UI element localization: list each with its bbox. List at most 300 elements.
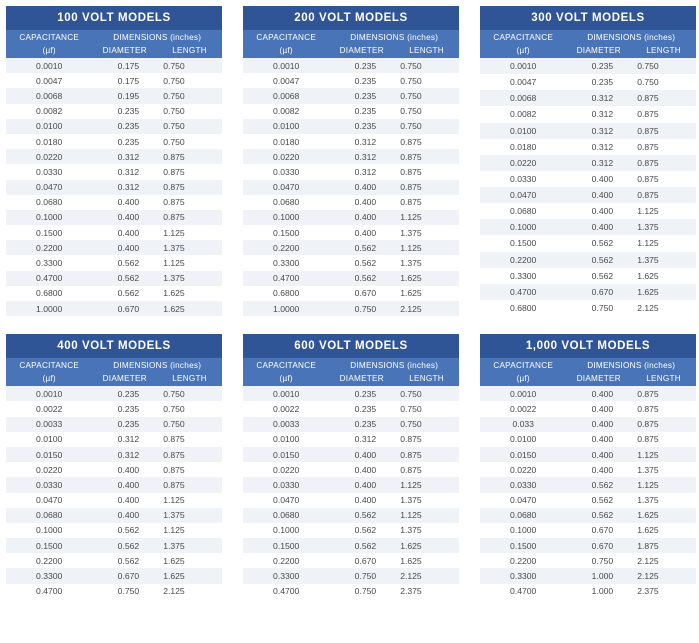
cell-length: 1.125 bbox=[400, 212, 422, 223]
cell-diameter: 0.235 bbox=[354, 106, 377, 117]
cell-diameter: 0.235 bbox=[117, 106, 140, 117]
cell-capacitance: 0.0068 bbox=[36, 90, 63, 101]
table-row bbox=[6, 180, 222, 195]
cell-capacitance: 0.1000 bbox=[273, 525, 300, 536]
cell-length: 1.625 bbox=[163, 303, 185, 314]
cell-diameter: 0.400 bbox=[591, 403, 614, 414]
cell-capacitance: 0.0150 bbox=[510, 449, 537, 460]
cell-diameter: 0.562 bbox=[591, 238, 614, 249]
cell-length: 1.375 bbox=[637, 222, 659, 233]
cell-capacitance: 0.2200 bbox=[273, 242, 300, 253]
table-row bbox=[6, 255, 222, 270]
table-head bbox=[480, 30, 696, 58]
cell-length: 0.750 bbox=[163, 106, 185, 117]
cell-diameter: 0.750 bbox=[117, 586, 140, 597]
cell-capacitance: 0.0330 bbox=[273, 479, 300, 490]
cell-capacitance: 0.0010 bbox=[36, 388, 63, 399]
cell-diameter: 0.562 bbox=[591, 254, 614, 265]
cell-capacitance: 0.0220 bbox=[273, 151, 300, 162]
cell-length: 0.875 bbox=[637, 157, 659, 168]
cell-diameter: 0.562 bbox=[354, 510, 377, 521]
table-row bbox=[480, 74, 696, 90]
cell-capacitance: 0.0033 bbox=[36, 419, 63, 430]
cell-diameter: 0.235 bbox=[117, 136, 140, 147]
cell-length: 0.875 bbox=[400, 464, 422, 475]
column-header-capacitance: CAPACITANCE bbox=[6, 30, 92, 45]
cell-diameter: 0.235 bbox=[117, 121, 140, 132]
cell-diameter: 0.312 bbox=[591, 157, 614, 168]
cell-length: 0.875 bbox=[163, 197, 185, 208]
cell-diameter: 0.312 bbox=[591, 141, 614, 152]
header-row-secondary bbox=[480, 373, 696, 386]
cell-diameter: 0.400 bbox=[117, 510, 140, 521]
table-row bbox=[6, 164, 222, 179]
cell-diameter: 0.400 bbox=[591, 449, 614, 460]
table-body bbox=[243, 58, 459, 316]
cell-length: 1.375 bbox=[400, 227, 422, 238]
table-row bbox=[243, 134, 459, 149]
cell-length: 0.750 bbox=[163, 388, 185, 399]
cell-capacitance: 0.4700 bbox=[510, 586, 537, 597]
cell-length: 1.375 bbox=[400, 495, 422, 506]
table-row bbox=[6, 553, 222, 568]
cell-diameter: 0.235 bbox=[591, 61, 614, 72]
cell-capacitance: 0.4700 bbox=[273, 273, 300, 284]
cell-capacitance: 0.2200 bbox=[510, 254, 537, 265]
column-header-capacitance: CAPACITANCE bbox=[6, 358, 92, 373]
column-header-diameter: DIAMETER bbox=[92, 45, 157, 58]
cell-diameter: 0.750 bbox=[591, 555, 614, 566]
table-row bbox=[480, 155, 696, 171]
cell-capacitance: 0.0330 bbox=[273, 166, 300, 177]
cell-capacitance: 0.0220 bbox=[36, 464, 63, 475]
cell-length: 1.625 bbox=[400, 288, 422, 299]
cell-capacitance: 0.4700 bbox=[36, 273, 63, 284]
cell-diameter: 0.312 bbox=[117, 182, 140, 193]
table-row bbox=[480, 568, 696, 583]
cell-length: 1.625 bbox=[163, 571, 185, 582]
table-row bbox=[243, 386, 459, 401]
cell-length: 2.125 bbox=[400, 303, 422, 314]
table-row bbox=[243, 432, 459, 447]
table-row bbox=[6, 386, 222, 401]
cell-diameter: 0.400 bbox=[354, 449, 377, 460]
cell-capacitance: 0.0680 bbox=[273, 510, 300, 521]
cell-length: 2.125 bbox=[637, 303, 659, 314]
cell-diameter: 0.670 bbox=[591, 525, 614, 536]
cell-capacitance: 0.0680 bbox=[36, 197, 63, 208]
cell-capacitance: 0.6800 bbox=[36, 288, 63, 299]
cell-capacitance: 0.0680 bbox=[36, 510, 63, 521]
cell-length: 1.125 bbox=[163, 525, 185, 536]
table-row bbox=[480, 58, 696, 74]
cell-capacitance: 0.3300 bbox=[36, 571, 63, 582]
cell-diameter: 1.000 bbox=[591, 571, 614, 582]
cell-length: 0.875 bbox=[163, 166, 185, 177]
cell-length: 0.875 bbox=[637, 403, 659, 414]
cell-length: 0.750 bbox=[400, 121, 422, 132]
cell-capacitance: 0.0150 bbox=[36, 449, 63, 460]
cell-diameter: 0.235 bbox=[117, 388, 140, 399]
cell-capacitance: 0.0330 bbox=[510, 479, 537, 490]
spec-table-600v bbox=[243, 334, 459, 599]
cell-capacitance: 0.0068 bbox=[510, 93, 537, 104]
table-row bbox=[243, 149, 459, 164]
table-row bbox=[480, 477, 696, 492]
table-title: 600 VOLT MODELS bbox=[243, 334, 459, 358]
cell-capacitance: 0.6800 bbox=[510, 303, 537, 314]
cell-diameter: 0.562 bbox=[591, 479, 614, 490]
cell-length: 1.375 bbox=[163, 273, 185, 284]
column-header-dimensions: DIMENSIONS (inches) bbox=[92, 358, 222, 373]
header-row-secondary bbox=[243, 373, 459, 386]
cell-capacitance: 0.0180 bbox=[36, 136, 63, 147]
table-row bbox=[243, 255, 459, 270]
cell-length: 1.625 bbox=[163, 288, 185, 299]
cell-length: 0.875 bbox=[400, 166, 422, 177]
table-title: 1,000 VOLT MODELS bbox=[480, 334, 696, 358]
cell-diameter: 0.562 bbox=[117, 273, 140, 284]
cell-capacitance: 0.0680 bbox=[510, 510, 537, 521]
table-row bbox=[480, 538, 696, 553]
cell-capacitance: 0.0047 bbox=[36, 75, 63, 86]
cell-length: 0.750 bbox=[163, 121, 185, 132]
cell-diameter: 1.000 bbox=[591, 586, 614, 597]
cell-capacitance: 1.0000 bbox=[36, 303, 63, 314]
column-header-diameter: DIAMETER bbox=[92, 373, 157, 386]
spec-table-200v bbox=[243, 6, 459, 316]
table-row bbox=[6, 508, 222, 523]
table-title: 300 VOLT MODELS bbox=[480, 6, 696, 30]
column-header-length: LENGTH bbox=[394, 45, 459, 58]
header-row-secondary bbox=[6, 45, 222, 58]
cell-diameter: 0.670 bbox=[117, 571, 140, 582]
cell-capacitance: 0.0220 bbox=[510, 157, 537, 168]
cell-diameter: 0.670 bbox=[591, 286, 614, 297]
cell-diameter: 0.562 bbox=[117, 258, 140, 269]
table-row bbox=[480, 284, 696, 300]
cell-capacitance: 0.0100 bbox=[36, 121, 63, 132]
cell-capacitance: 0.0180 bbox=[273, 136, 300, 147]
cell-length: 0.750 bbox=[637, 61, 659, 72]
cell-diameter: 0.400 bbox=[591, 388, 614, 399]
table-row bbox=[480, 386, 696, 401]
cell-diameter: 0.400 bbox=[591, 434, 614, 445]
table-row bbox=[6, 568, 222, 583]
cell-length: 1.375 bbox=[637, 254, 659, 265]
table-row bbox=[480, 219, 696, 235]
cell-diameter: 0.562 bbox=[354, 273, 377, 284]
cell-diameter: 0.400 bbox=[117, 212, 140, 223]
cell-length: 1.625 bbox=[637, 510, 659, 521]
column-header-length: LENGTH bbox=[394, 373, 459, 386]
column-header-capacitance-unit: (µf) bbox=[480, 45, 566, 58]
column-header-capacitance: CAPACITANCE bbox=[243, 30, 329, 45]
cell-length: 2.375 bbox=[637, 586, 659, 597]
cell-diameter: 0.400 bbox=[117, 464, 140, 475]
cell-length: 1.125 bbox=[400, 479, 422, 490]
cell-diameter: 0.670 bbox=[354, 555, 377, 566]
cell-length: 1.375 bbox=[637, 464, 659, 475]
cell-capacitance: 0.1500 bbox=[510, 238, 537, 249]
cell-capacitance: 0.0470 bbox=[510, 495, 537, 506]
cell-capacitance: 0.3300 bbox=[273, 258, 300, 269]
spec-table-1000v bbox=[480, 334, 696, 599]
table-row bbox=[243, 104, 459, 119]
cell-diameter: 0.400 bbox=[117, 495, 140, 506]
table-row bbox=[480, 401, 696, 416]
cell-capacitance: 0.4700 bbox=[273, 586, 300, 597]
cell-length: 0.750 bbox=[400, 75, 422, 86]
cell-capacitance: 0.0470 bbox=[36, 495, 63, 506]
cell-diameter: 0.670 bbox=[117, 303, 140, 314]
cell-length: 0.875 bbox=[163, 434, 185, 445]
cell-length: 1.625 bbox=[400, 555, 422, 566]
cell-length: 1.125 bbox=[163, 227, 185, 238]
cell-diameter: 0.312 bbox=[591, 109, 614, 120]
table-body bbox=[6, 58, 222, 316]
cell-diameter: 0.562 bbox=[591, 510, 614, 521]
cell-length: 0.750 bbox=[163, 419, 185, 430]
cell-diameter: 0.235 bbox=[354, 90, 377, 101]
table-row bbox=[6, 462, 222, 477]
table-row bbox=[6, 417, 222, 432]
cell-length: 1.375 bbox=[400, 525, 422, 536]
cell-length: 1.125 bbox=[637, 238, 659, 249]
table-row bbox=[243, 119, 459, 134]
cell-diameter: 0.562 bbox=[591, 270, 614, 281]
column-header-dimensions: DIMENSIONS (inches) bbox=[566, 30, 696, 45]
cell-capacitance: 0.3300 bbox=[510, 571, 537, 582]
cell-length: 0.875 bbox=[400, 449, 422, 460]
cell-length: 0.875 bbox=[163, 212, 185, 223]
cell-capacitance: 0.0330 bbox=[36, 166, 63, 177]
cell-length: 0.750 bbox=[400, 90, 422, 101]
cell-capacitance: 0.0180 bbox=[510, 141, 537, 152]
table-row bbox=[243, 195, 459, 210]
table-row bbox=[480, 171, 696, 187]
cell-length: 0.750 bbox=[163, 136, 185, 147]
cell-length: 0.750 bbox=[637, 77, 659, 88]
cell-diameter: 0.312 bbox=[591, 93, 614, 104]
cell-diameter: 0.670 bbox=[354, 288, 377, 299]
cell-diameter: 0.235 bbox=[117, 403, 140, 414]
cell-capacitance: 0.6800 bbox=[273, 288, 300, 299]
table-head bbox=[480, 358, 696, 386]
table-row bbox=[6, 432, 222, 447]
cell-length: 1.125 bbox=[637, 479, 659, 490]
cell-length: 1.625 bbox=[637, 286, 659, 297]
cell-diameter: 0.235 bbox=[354, 60, 377, 71]
table-row bbox=[480, 123, 696, 139]
cell-diameter: 0.670 bbox=[591, 540, 614, 551]
spec-tables-grid bbox=[0, 6, 699, 599]
cell-length: 1.125 bbox=[400, 242, 422, 253]
cell-diameter: 0.312 bbox=[354, 434, 377, 445]
header-row-primary bbox=[480, 30, 696, 45]
cell-diameter: 0.235 bbox=[354, 388, 377, 399]
cell-capacitance: 0.0330 bbox=[36, 479, 63, 490]
cell-capacitance: 0.0033 bbox=[273, 419, 300, 430]
table-row bbox=[243, 477, 459, 492]
table-row bbox=[243, 493, 459, 508]
cell-diameter: 0.312 bbox=[354, 166, 377, 177]
cell-capacitance: 0.2200 bbox=[273, 555, 300, 566]
spec-table-100v bbox=[6, 6, 222, 316]
cell-length: 0.750 bbox=[400, 60, 422, 71]
cell-length: 0.750 bbox=[400, 388, 422, 399]
table-row bbox=[480, 584, 696, 599]
column-header-capacitance-unit: (µf) bbox=[243, 373, 329, 386]
cell-length: 1.625 bbox=[637, 270, 659, 281]
cell-capacitance: 0.0082 bbox=[36, 106, 63, 117]
header-row-secondary bbox=[243, 45, 459, 58]
table-row bbox=[480, 268, 696, 284]
cell-capacitance: 0.0150 bbox=[273, 449, 300, 460]
cell-diameter: 0.312 bbox=[117, 449, 140, 460]
cell-capacitance: 0.1500 bbox=[36, 227, 63, 238]
cell-diameter: 0.750 bbox=[354, 586, 377, 597]
cell-capacitance: 0.2200 bbox=[36, 555, 63, 566]
table-row bbox=[243, 73, 459, 88]
table-row bbox=[243, 286, 459, 301]
cell-diameter: 0.400 bbox=[354, 197, 377, 208]
cell-length: 1.625 bbox=[400, 540, 422, 551]
table-row bbox=[6, 493, 222, 508]
cell-length: 0.875 bbox=[163, 449, 185, 460]
table-row bbox=[243, 462, 459, 477]
table-row bbox=[6, 477, 222, 492]
table-row bbox=[243, 538, 459, 553]
table-row bbox=[480, 106, 696, 122]
column-header-capacitance-unit: (µf) bbox=[480, 373, 566, 386]
spec-table-300v bbox=[480, 6, 696, 316]
table-row bbox=[480, 523, 696, 538]
cell-diameter: 0.562 bbox=[591, 495, 614, 506]
table-row bbox=[480, 203, 696, 219]
cell-capacitance: 0.0470 bbox=[273, 495, 300, 506]
cell-diameter: 0.400 bbox=[354, 495, 377, 506]
column-header-diameter: DIAMETER bbox=[329, 45, 394, 58]
table-row bbox=[6, 447, 222, 462]
spec-table-400v bbox=[6, 334, 222, 599]
cell-diameter: 0.312 bbox=[117, 166, 140, 177]
cell-capacitance: 0.1000 bbox=[36, 212, 63, 223]
cell-length: 0.875 bbox=[637, 173, 659, 184]
column-header-diameter: DIAMETER bbox=[329, 373, 394, 386]
header-row-primary bbox=[6, 358, 222, 373]
table-row bbox=[243, 553, 459, 568]
column-header-dimensions: DIMENSIONS (inches) bbox=[329, 30, 459, 45]
column-header-dimensions: DIMENSIONS (inches) bbox=[566, 358, 696, 373]
cell-capacitance: 0.4700 bbox=[510, 286, 537, 297]
cell-diameter: 0.312 bbox=[117, 151, 140, 162]
cell-capacitance: 0.0330 bbox=[510, 173, 537, 184]
cell-length: 1.625 bbox=[400, 273, 422, 284]
table-row bbox=[6, 301, 222, 316]
cell-length: 0.750 bbox=[163, 60, 185, 71]
cell-length: 0.875 bbox=[637, 109, 659, 120]
cell-length: 1.125 bbox=[163, 258, 185, 269]
cell-diameter: 0.562 bbox=[117, 288, 140, 299]
table-row bbox=[243, 523, 459, 538]
cell-diameter: 0.400 bbox=[591, 222, 614, 233]
cell-capacitance: 0.3300 bbox=[36, 258, 63, 269]
table-row bbox=[6, 401, 222, 416]
header-row-secondary bbox=[480, 45, 696, 58]
cell-length: 0.875 bbox=[400, 151, 422, 162]
cell-length: 1.375 bbox=[637, 495, 659, 506]
cell-length: 0.875 bbox=[637, 419, 659, 430]
cell-capacitance: 0.0470 bbox=[36, 182, 63, 193]
table-row bbox=[6, 58, 222, 73]
cell-capacitance: 0.0047 bbox=[510, 77, 537, 88]
table-body bbox=[480, 386, 696, 599]
cell-diameter: 0.195 bbox=[117, 90, 140, 101]
table-row bbox=[243, 180, 459, 195]
cell-diameter: 0.562 bbox=[354, 525, 377, 536]
table-row bbox=[243, 584, 459, 599]
cell-diameter: 0.400 bbox=[117, 479, 140, 490]
cell-length: 0.875 bbox=[163, 479, 185, 490]
cell-length: 1.125 bbox=[400, 510, 422, 521]
header-row-primary bbox=[243, 30, 459, 45]
cell-capacitance: 0.0010 bbox=[273, 60, 300, 71]
cell-diameter: 0.312 bbox=[117, 434, 140, 445]
cell-capacitance: 0.0010 bbox=[36, 60, 63, 71]
cell-capacitance: 0.033 bbox=[512, 419, 534, 430]
table-row bbox=[480, 417, 696, 432]
cell-length: 1.125 bbox=[637, 206, 659, 217]
cell-diameter: 0.235 bbox=[354, 419, 377, 430]
table-row bbox=[6, 210, 222, 225]
table-row bbox=[243, 164, 459, 179]
cell-length: 0.875 bbox=[163, 182, 185, 193]
cell-diameter: 0.312 bbox=[591, 125, 614, 136]
cell-length: 2.375 bbox=[400, 586, 422, 597]
cell-diameter: 0.175 bbox=[117, 75, 140, 86]
cell-length: 0.875 bbox=[400, 182, 422, 193]
cell-diameter: 0.400 bbox=[117, 197, 140, 208]
table-title: 200 VOLT MODELS bbox=[243, 6, 459, 30]
table-row bbox=[480, 553, 696, 568]
table-body bbox=[6, 386, 222, 599]
cell-length: 0.750 bbox=[400, 419, 422, 430]
header-row-primary bbox=[243, 358, 459, 373]
cell-length: 0.750 bbox=[163, 403, 185, 414]
cell-capacitance: 0.1500 bbox=[510, 540, 537, 551]
cell-capacitance: 0.1000 bbox=[510, 525, 537, 536]
cell-capacitance: 0.0010 bbox=[273, 388, 300, 399]
cell-length: 1.375 bbox=[163, 510, 185, 521]
table-row bbox=[6, 104, 222, 119]
cell-capacitance: 0.1500 bbox=[36, 540, 63, 551]
table-head bbox=[6, 358, 222, 386]
table-head bbox=[243, 358, 459, 386]
cell-length: 1.375 bbox=[163, 242, 185, 253]
cell-capacitance: 0.4700 bbox=[36, 586, 63, 597]
cell-diameter: 0.400 bbox=[591, 206, 614, 217]
table-title: 100 VOLT MODELS bbox=[6, 6, 222, 30]
column-header-capacitance: CAPACITANCE bbox=[480, 30, 566, 45]
header-row-primary bbox=[480, 358, 696, 373]
cell-capacitance: 0.2200 bbox=[36, 242, 63, 253]
cell-capacitance: 0.0047 bbox=[273, 75, 300, 86]
cell-diameter: 0.400 bbox=[117, 227, 140, 238]
cell-diameter: 0.235 bbox=[354, 121, 377, 132]
column-header-length: LENGTH bbox=[157, 45, 222, 58]
cell-length: 1.875 bbox=[637, 540, 659, 551]
